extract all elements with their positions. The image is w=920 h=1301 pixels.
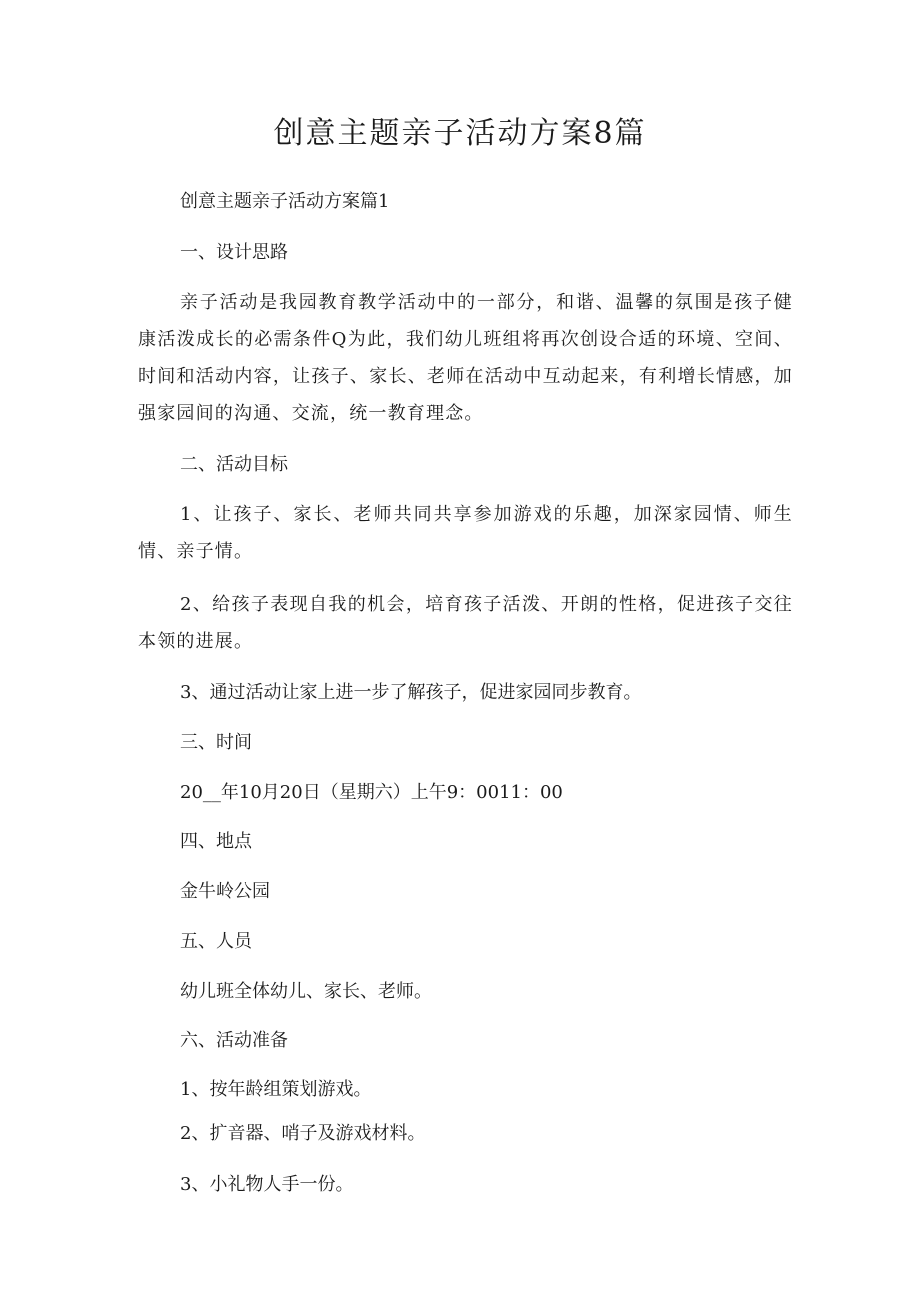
place-heading: 四、地点 xyxy=(180,831,252,852)
prep-heading: 六、活动准备 xyxy=(180,1030,288,1051)
place-text: 金牛岭公园 xyxy=(180,881,270,902)
goal-item-3: 3、通过活动让家上进一步了解孩子，促进家园同步教育。 xyxy=(180,682,642,703)
design-paragraph: 亲子活动是我园教育教学活动中的一部分，和谐、温馨的氛围是孩子健康活泼成长的必需条件Q为此，我们幼儿班组将再次创设合适的环境、空间、时间和活动内容，让孩子、家长、老师在活动中互动起来，有利增长情感，加强家园间的沟通、交流，统一教育理念。 xyxy=(138,292,793,424)
time-text: 20__年10月20日（星期六）上午9：0011：00 xyxy=(180,782,563,803)
page-title: 创意主题亲子活动方案8篇 xyxy=(273,116,647,151)
goal-item-2: 2、给孩子表现自我的机会，培育孩子活泼、开朗的性格，促进孩子交往本领的进展。 xyxy=(138,594,793,652)
goals-heading: 二、活动目标 xyxy=(180,454,288,475)
prep-item-3: 3、小礼物人手一份。 xyxy=(180,1174,354,1195)
time-heading: 三、时间 xyxy=(180,732,252,753)
goal-item-1: 1、让孩子、家长、老师共同共享参加游戏的乐趣，加深家园情、师生情、亲子情。 xyxy=(138,504,793,562)
people-text: 幼儿班全体幼儿、家长、老师。 xyxy=(180,981,432,1002)
section-subtitle: 创意主题亲子活动方案篇1 xyxy=(180,191,390,212)
prep-item-1: 1、按年龄组策划游戏。 xyxy=(180,1079,372,1100)
design-heading: 一、设计思路 xyxy=(180,242,288,263)
people-heading: 五、人员 xyxy=(180,931,252,952)
prep-item-2: 2、扩音器、哨子及游戏材料。 xyxy=(180,1123,426,1144)
